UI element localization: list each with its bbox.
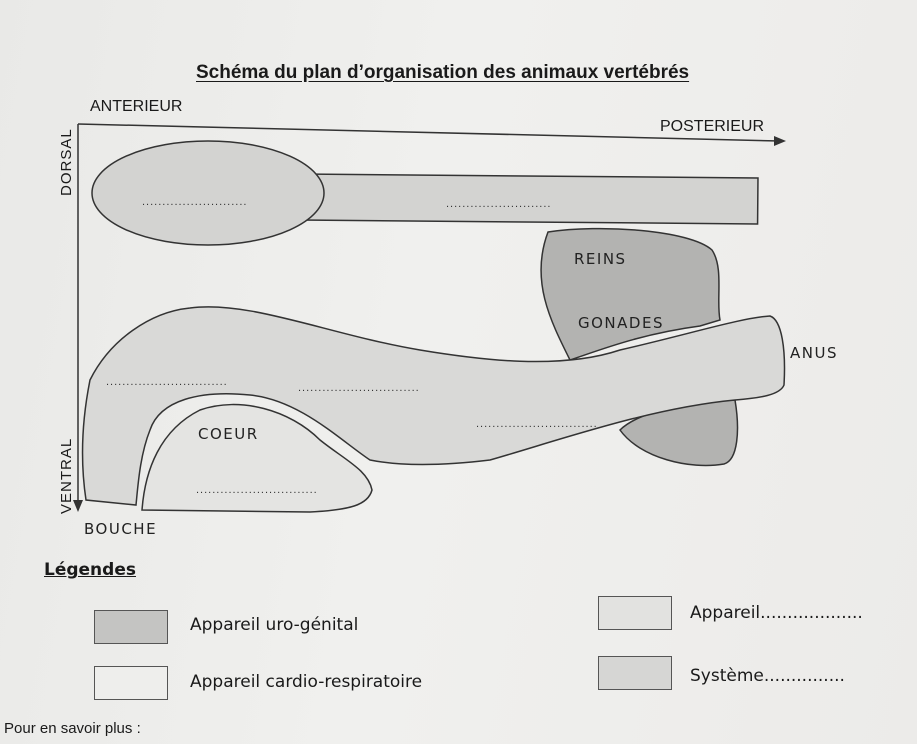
dorsal-label: DORSAL (58, 128, 75, 196)
legend-text-systeme: Système............... (690, 666, 845, 686)
diagram-title: Schéma du plan d’organisation des animaux vertébrés (196, 62, 690, 83)
brain (92, 141, 324, 245)
legend-text-appareil: Appareil................... (690, 603, 863, 623)
gut-blank-mid: .............................. (298, 382, 420, 394)
legend-swatch-appareil (598, 596, 672, 630)
legend-swatch-systeme (598, 656, 672, 690)
gut-blank-left: .............................. (106, 376, 228, 388)
reins-label: REINS (574, 250, 627, 268)
heart-blank: .............................. (196, 484, 318, 496)
anus-label: ANUS (790, 344, 838, 362)
legend-swatch-uro-genital (94, 610, 168, 644)
posterior-arrowhead (774, 136, 786, 146)
legend-text-cardio-respiratoire: Appareil cardio-respiratoire (190, 672, 423, 692)
legend-text-uro-genital: Appareil uro-génital (190, 615, 359, 635)
footer-text: Pour en savoir plus : (4, 720, 141, 737)
legend-swatch-cardio-respiratoire (94, 666, 168, 700)
cord-blank: .......................... (446, 198, 552, 210)
gut-blank-right: .............................. (476, 418, 598, 430)
legend-title: Légendes (44, 560, 136, 580)
ventral-label: VENTRAL (58, 437, 75, 514)
coeur-label: COEUR (198, 425, 259, 443)
posterior-label: POSTERIEUR (660, 118, 765, 135)
head-blank: .......................... (142, 196, 248, 208)
bouche-label: BOUCHE (84, 520, 158, 538)
gonades-label: GONADES (578, 314, 664, 332)
anterior-label: ANTERIEUR (90, 98, 183, 115)
